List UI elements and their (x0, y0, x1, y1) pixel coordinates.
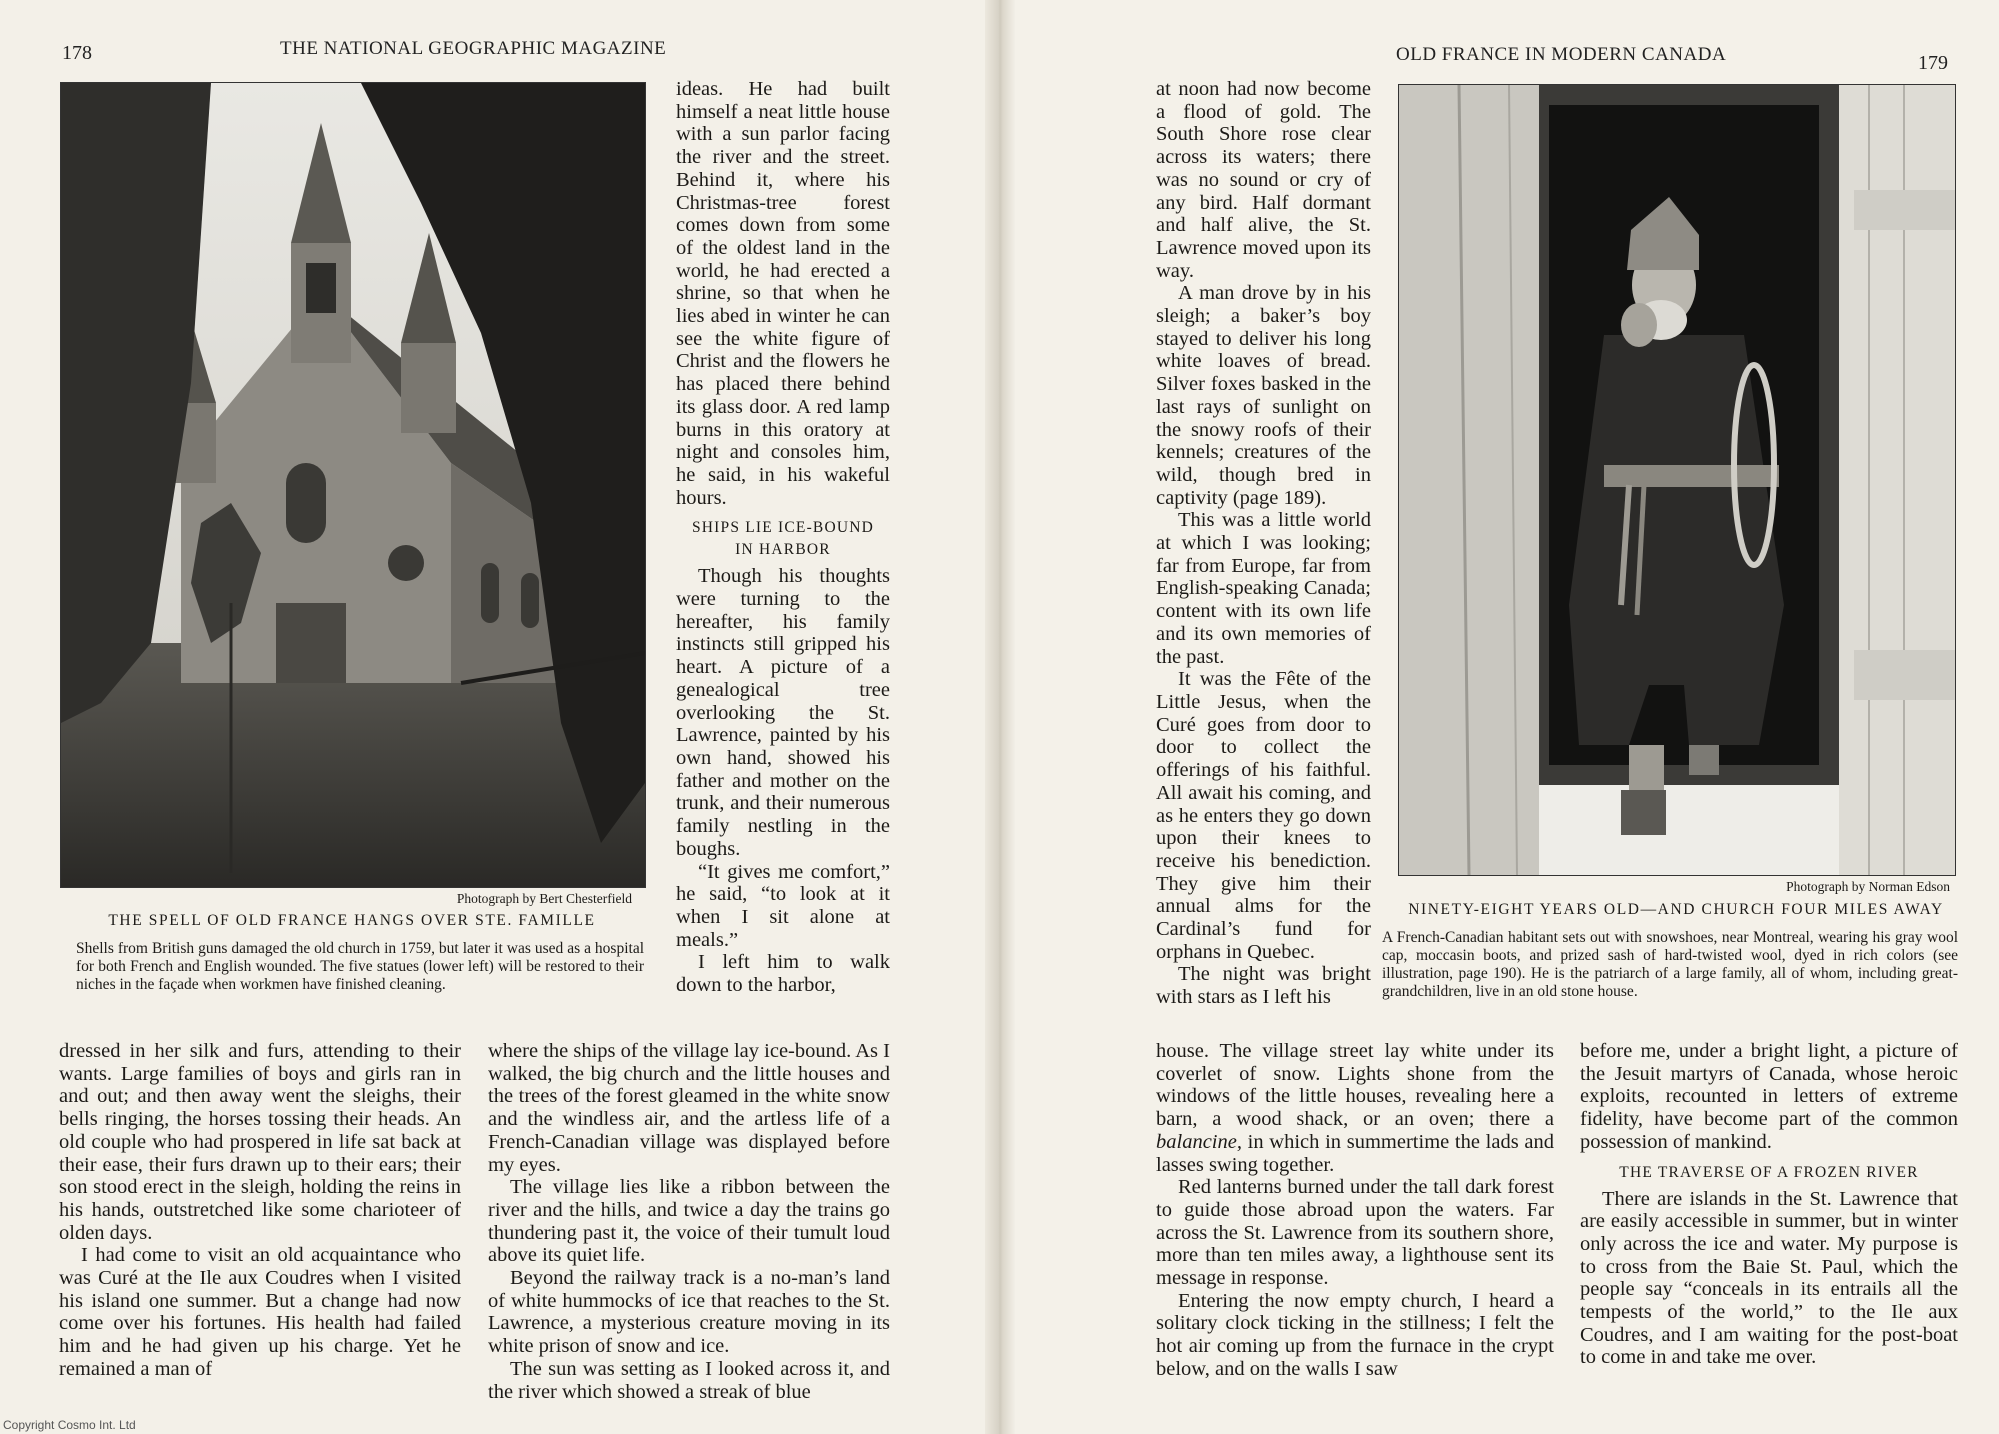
church-photo (60, 82, 646, 888)
paragraph: at noon had now become a flood of gold. The South Shore rose clear across its waters; there was no sound or cry of any bird. Half dormant and half alive, the St. Lawrence moved upon its way. (1156, 78, 1371, 282)
habitant-photograph-icon (1399, 85, 1955, 875)
church-photograph-icon (61, 83, 645, 887)
page-gutter (985, 0, 1015, 1434)
caption-title-right: NINETY-EIGHT YEARS OLD—AND CHURCH FOUR MILES AWAY (1408, 901, 1944, 918)
section-subhead-line2: IN HARBOR (735, 541, 831, 559)
left-page-bottom-column-2 (488, 1040, 890, 1403)
section-subhead-line1: SHIPS LIE ICE-BOUND (691, 519, 875, 537)
paragraph (1156, 1040, 1554, 1176)
caption-body-right: A French-Canadian habitant sets out with snowshoes, near Montreal, wearing his gray wool cap, moccasin boots, and prized sash of hard-twisted wool, dyed in rich colors (see illustration, page 190). He is the patriarch of a large family, all of whom, including great-grandchildren, live in an old stone house. (1382, 929, 1958, 1000)
paragraph: “It gives me comfort,” he said, “to look at it when I sit alone at meals.” (676, 860, 890, 951)
paragraph: before me, under a bright light, a picture of the Jesuit martyrs of Canada, whose heroic exploits, recounted in letters of extreme fidelity, have become part of the common possession of mankind. (1580, 1040, 1958, 1153)
left-page-bottom-column-1 (59, 1040, 461, 1381)
section-subhead: THE TRAVERSE OF A FROZEN RIVER (1619, 1163, 1919, 1181)
running-head-right: OLD FRANCE IN MODERN CANADA (1396, 44, 1727, 65)
text-run: in which in summertime the lads and lasses swing together. (1156, 1130, 1554, 1176)
right-page (1000, 0, 1999, 1434)
photo-credit-left: Photograph by Bert Chesterfield (456, 891, 632, 906)
paragraph: where the ships of the village lay ice-bound. As I walked, the big church and the little houses and the trees of the forest gleamed in the white snow and the windless air, and the artless life of a French-Canadian village was displayed before my eyes. (488, 1040, 890, 1176)
paragraph: Beyond the railway track is a no-man’s land of white hummocks of ice that reaches to the St. Lawrence, a mysterious creature moving in its white prison of snow and ice. (488, 1267, 890, 1358)
paragraph: This was a little world at which I was looking; far from Europe, far from English-speaking Canada; content with its own life and its own memories of the past. (1156, 509, 1371, 668)
paragraph: The sun was setting as I looked across it, and the river which showed a streak of blue (488, 1357, 890, 1403)
paragraph: Red lanterns burned under the tall dark forest to guide those abroad upon the waters. Far across the St. Lawrence from its southern shore, more than ten miles away, a lighthouse sent its message in response. (1156, 1176, 1554, 1290)
paragraph: ideas. He had built himself a neat little house with a sun parlor facing the river and the street. Behind it, where his Christmas-tree forest comes down from some of the oldest land in the world, he had erected a shrine, so that when he lies abed in winter he can see the white figure of Christ and the flowers he has placed there behind its glass door. A red lamp burns in this oratory at night and consoles him, he said, in his wakeful hours. (676, 78, 890, 509)
page-number-left: 178 (62, 42, 92, 64)
paragraph: Though his thoughts were turning to the hereafter, his family instincts still gripped his heart. A picture of a genealogical tree overlooking the St. Lawrence, painted by his own hand, showed his father and mother on the trunk, and their numerous family nestling in the boughs. (676, 565, 890, 860)
running-head-left: THE NATIONAL GEOGRAPHIC MAGAZINE (280, 38, 667, 59)
paragraph: A man drove by in his sleigh; a baker’s boy stayed to deliver his long white loaves of bread. Silver foxes basked in the last rays of sunlight on the snowy roofs of their kennels; creatures of the wild, though bred in captivity (page 189). (1156, 282, 1371, 509)
caption-body-left: Shells from British guns damaged the old church in 1759, but later it was used as a hospital for both French and English wounded. The five statues (lower left) will be restored to their niches in the façade when workmen have finished cleaning. (76, 940, 644, 993)
paragraph: I had come to visit an old acquaintance who was Curé at the Ile aux Coudres when I visited his island one summer. But a change had now come over his fortunes. His health had failed him and he had given up his charge. Yet he remained a man of (59, 1244, 461, 1380)
paragraph: The night was bright with stars as I left his (1156, 963, 1371, 1009)
page-number-right: 179 (1918, 52, 1948, 74)
photo-credit-right: Photograph by Norman Edson (1786, 879, 1950, 894)
copyright-notice: Copyright Cosmo Int. Ltd (3, 1418, 136, 1432)
italic-term: balancine, (1156, 1130, 1242, 1153)
paragraph: It was the Fête of the Little Jesus, when the Curé goes from door to door to collect the offerings of his faithful. All await his coming, and as he enters they go down upon their knees to receive his benediction. They give him their annual alms for the Cardinal’s fund for orphans in Quebec. (1156, 668, 1371, 963)
caption-title-left: THE SPELL OF OLD FRANCE HANGS OVER STE. FAMILLE (108, 912, 596, 929)
paragraph: Entering the now empty church, I heard a solitary clock ticking in the stillness; I felt the hot air coming up from the furnace in the crypt below, and on the walls I saw (1156, 1289, 1554, 1380)
right-page-bottom-column-2 (1580, 1040, 1958, 1369)
paragraph: The village lies like a ribbon between the river and the hills, and twice a day the trains go thundering past it, the voice of their tumult loud above its quiet life. (488, 1176, 890, 1267)
paragraph: dressed in her silk and furs, attending to their wants. Large families of boys and girls ran in and out; and then away went the sleighs, their bells ringing, the horses tossing their heads. An old couple who had prospered in life sat back at their ease, their furs drawn up to their ears; their son stood erect in the sleigh, holding the reins in his hands, outstretched like some charioteer of olden days. (59, 1040, 461, 1244)
habitant-photo (1398, 84, 1956, 876)
right-page-bottom-column-1 (1156, 1040, 1554, 1381)
left-page-right-column (676, 78, 890, 997)
paragraph: There are islands in the St. Lawrence that are easily accessible in summer, but in winter only across the ice and water. My purpose is to cross from the Baie St. Paul, which the people say “conceals in its entrails all the tempests of the world,” to the Ile aux Coudres, and I am waiting for the post-boat to come in and take me over. (1580, 1187, 1958, 1369)
paragraph: I left him to walk down to the harbor, (676, 951, 890, 997)
text-run: house. The village street lay white under its coverlet of snow. Lights shone from the windows of the little houses, revealing here a barn, a wood shack, or an oven; there a (1156, 1040, 1554, 1131)
right-page-left-column (1156, 78, 1371, 1009)
